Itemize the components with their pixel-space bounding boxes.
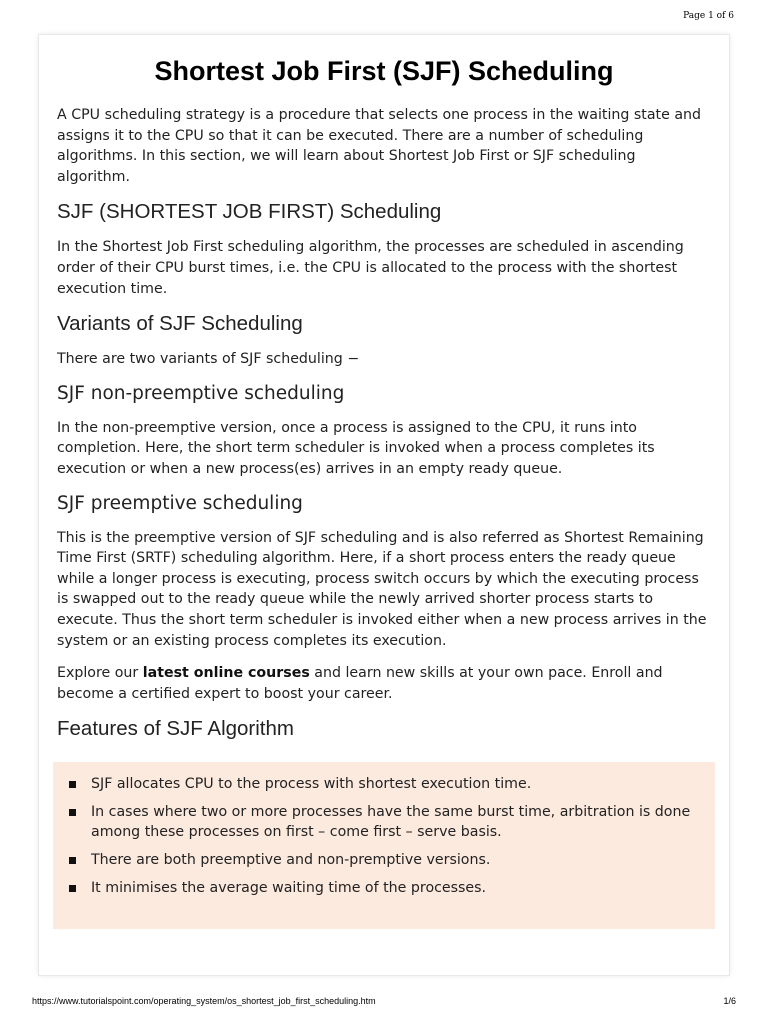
square-bullet-icon [69, 885, 76, 892]
document-page [39, 35, 729, 975]
list-item-text: There are both preemptive and non-premptive versions. [91, 852, 491, 869]
non-preemptive-paragraph: In the non-preemptive version, once a process is assigned to the CPU, it runs into completion. Here, the short term scheduler is invoked when a process completes its execution or when a new process(es) arrives in an empty ready queue. [57, 419, 655, 477]
square-bullet-icon [69, 857, 76, 864]
sjf-section-heading: SJF (SHORTEST JOB FIRST) Scheduling [57, 200, 442, 224]
features-callout [53, 762, 715, 929]
square-bullet-icon [69, 781, 76, 788]
features-heading: Features of SJF Algorithm [57, 717, 294, 741]
list-item [91, 850, 701, 871]
promo-paragraph [57, 663, 711, 704]
list-item-text: It minimises the average waiting time of the processes. [91, 879, 487, 896]
promo-suffix: and learn new skills at your own pace. Enroll and become a certified expert to boost your career. [57, 665, 663, 702]
footer-url: https://www.tutorialspoint.com/operating_system/os_shortest_job_first_scheduling.htm [32, 996, 376, 1006]
square-bullet-icon [69, 809, 76, 816]
list-item-text: SJF allocates CPU to the process with shortest execution time. [91, 776, 532, 793]
courses-link[interactable]: latest online courses [142, 665, 310, 682]
list-item [91, 774, 701, 795]
promo-prefix: Explore our [57, 665, 143, 682]
preemptive-heading: SJF preemptive scheduling [57, 492, 303, 514]
list-item [91, 802, 701, 843]
preemptive-paragraph: This is the preemptive version of SJF scheduling and is also referred as Shortest Remaining Time First (SRTF) scheduling algorithm. Here, if a short process enters the ready queue while a longer process is executing, process switch occurs by which the executing process is swapped out to the ready queue while the newly arrived shorter process starts to execute. Thus the short term scheduler is invoked either when a new process arrives in the system or an existing process completes its execution. [57, 529, 707, 649]
list-item-text: In cases where two or more processes have the same burst time, arbitration is done among these processes on first – come first – serve basis. [91, 803, 691, 841]
variants-paragraph: There are two variants of SJF scheduling − [57, 351, 360, 368]
intro-paragraph: A CPU scheduling strategy is a procedure that selects one process in the waiting state and assigns it to the CPU so that it can be executed. There are a number of scheduling algorithms. In this section, we will learn about Shortest Job First or SJF scheduling algorithm. [57, 107, 702, 185]
page-title: Shortest Job First (SJF) Scheduling [154, 56, 614, 86]
non-preemptive-heading: SJF non-preemptive scheduling [57, 382, 345, 404]
page-number-header: Page 1 of 6 [683, 11, 734, 21]
list-item [91, 878, 701, 899]
sjf-section-paragraph: In the Shortest Job First scheduling algorithm, the processes are scheduled in ascending order of their CPU burst times, i.e. the CPU is allocated to the process with the shortest execution time. [57, 239, 684, 297]
variants-heading: Variants of SJF Scheduling [57, 312, 303, 336]
footer-page-number: 1/6 [723, 996, 736, 1006]
features-list [91, 774, 701, 898]
